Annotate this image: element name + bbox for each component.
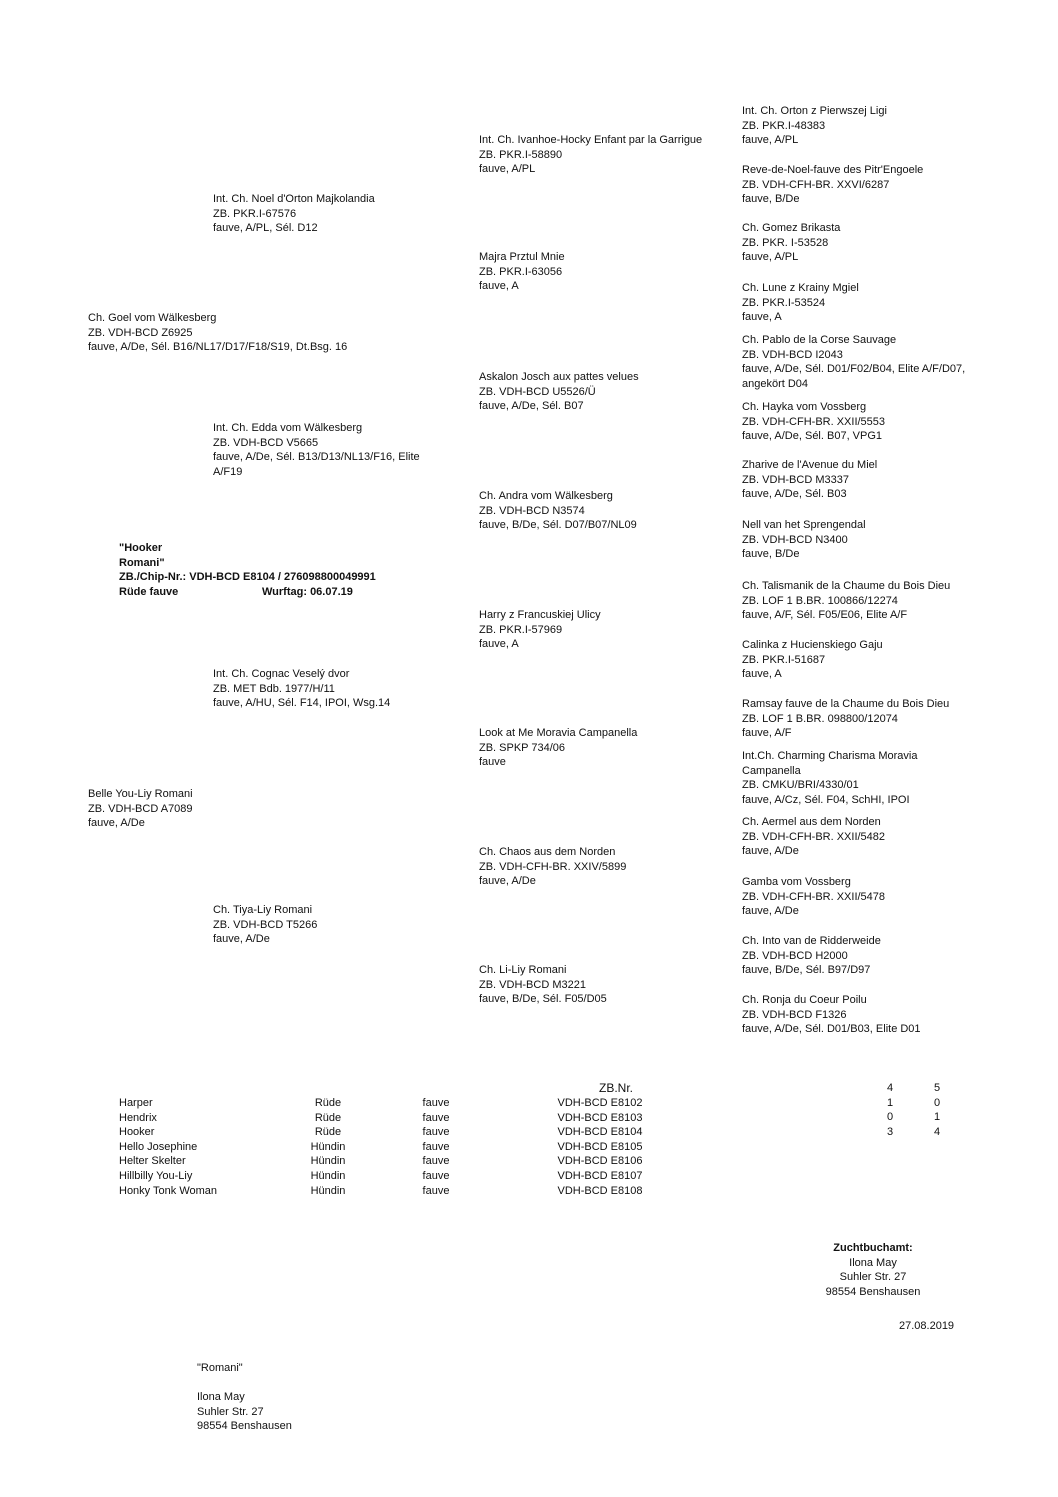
zuchtbuchamt-street: Suhler Str. 27 — [839, 1271, 907, 1284]
puppy-name: Helter Skelter — [119, 1155, 186, 1168]
ancestor-info: fauve, A/De — [742, 905, 799, 918]
ancestor-name: Nell van het Sprengendal — [742, 519, 866, 531]
ancestor-name: Ch. Li-Liy Romani — [479, 964, 567, 976]
count-cell: 5 — [933, 1082, 941, 1094]
ancestor-info: fauve, B/De, Sél. D07/B07/NL09 — [479, 519, 637, 532]
great-grandparent-block — [479, 250, 565, 294]
great-grandparent-block — [479, 489, 637, 533]
grandparent-info: fauve, A/HU, Sél. F14, IPOI, Wsg.14 — [213, 697, 391, 710]
dam-reg: ZB. VDH-BCD A7089 — [88, 802, 193, 815]
grandparent-info: fauve, A/De — [213, 933, 270, 946]
ancestor-name: Int.Ch. Charming Charisma Moravia Campanella — [742, 750, 918, 777]
grandparent-block — [213, 192, 375, 236]
ancestor-reg: ZB. VDH-BCD M3337 — [742, 473, 849, 486]
gg-grandparent-block — [742, 333, 1007, 391]
ancestor-name: Ch. Andra vom Wälkesberg — [479, 490, 613, 502]
breeder-kennel: "Romani" — [197, 1362, 243, 1374]
gg-grandparent-block — [742, 281, 859, 325]
great-grandparent-block — [479, 726, 637, 770]
count-cell: 4 — [886, 1082, 894, 1094]
puppy-sex: Hündin — [310, 1184, 346, 1197]
gg-grandparent-block — [742, 638, 883, 682]
gg-grandparent-block — [742, 934, 881, 978]
count-cell: 3 — [886, 1125, 894, 1138]
ancestor-reg: ZB. PKR.I-53524 — [742, 296, 826, 309]
ancestor-reg: ZB. PKR.I-51687 — [742, 653, 826, 666]
counts-column-b — [927, 1081, 947, 1139]
litter-names-column — [119, 1096, 217, 1198]
ancestor-reg: ZB. PKR.I-57969 — [479, 623, 563, 636]
date-text: 27.08.2019 — [899, 1320, 955, 1332]
gg-grandparent-block — [742, 875, 885, 919]
puppy-zb: VDH-BCD E8108 — [557, 1184, 643, 1197]
gg-grandparent-block — [742, 749, 942, 807]
ancestor-reg: ZB. VDH-BCD N3574 — [479, 504, 585, 517]
ancestor-info: fauve, A/De, Sél. D01/F02/B04, Elite A/F/D07, angekört D04 — [742, 363, 966, 390]
ancestor-reg: ZB. SPKP 734/06 — [479, 741, 566, 754]
subject-wurftag: Wurftag: 06.07.19 — [262, 585, 353, 598]
breeder-spacer — [197, 1376, 292, 1391]
puppy-name: Hello Josephine — [119, 1140, 198, 1153]
ancestor-reg: ZB. VDH-BCD F1326 — [742, 1008, 847, 1021]
puppy-name: Harper — [119, 1097, 153, 1109]
grandparent-name: Int. Ch. Cognac Veselý dvor — [213, 668, 350, 680]
issue-date — [899, 1319, 954, 1334]
grandparent-reg: ZB. VDH-BCD V5665 — [213, 436, 319, 449]
grandparent-block — [213, 421, 438, 479]
dam-info: fauve, A/De — [88, 817, 145, 830]
count-cell: 4 — [933, 1125, 941, 1138]
gg-grandparent-block — [742, 400, 885, 444]
zuchtbuchamt-name: Ilona May — [849, 1256, 897, 1269]
grandparent-block — [213, 667, 390, 711]
ancestor-info: fauve — [479, 756, 506, 769]
gg-grandparent-block — [742, 518, 866, 562]
ancestor-reg: ZB. VDH-CFH-BR. XXII/5553 — [742, 415, 886, 428]
ancestor-info: fauve, A/De, Sél. B07 — [479, 400, 584, 413]
ancestor-reg: ZB. VDH-BCD N3400 — [742, 533, 848, 546]
sire-reg: ZB. VDH-BCD Z6925 — [88, 326, 193, 339]
ancestor-reg: ZB. LOF 1 B.BR. 100866/12274 — [742, 594, 898, 607]
litter-zb-header — [556, 1081, 676, 1096]
ancestor-info: fauve, A/F, Sél. F05/E06, Elite A/F — [742, 609, 908, 622]
grandparent-reg: ZB. PKR.I-67576 — [213, 207, 297, 220]
ancestor-info: fauve, A/De, Sél. D01/B03, Elite D01 — [742, 1023, 921, 1036]
gg-grandparent-block — [742, 104, 887, 148]
puppy-color: fauve — [422, 1155, 450, 1168]
sire-name: Ch. Goel vom Wälkesberg — [88, 312, 217, 324]
ancestor-name: Askalon Josch aux pattes velues — [479, 371, 639, 383]
litter-color-column — [406, 1096, 466, 1198]
ancestor-info: fauve, B/De, Sél. F05/D05 — [479, 993, 607, 1006]
ancestor-name: Ch. Lune z Krainy Mgiel — [742, 282, 859, 294]
puppy-name: Hillbilly You-Liy — [119, 1169, 193, 1182]
ancestor-info: fauve, A — [742, 668, 782, 681]
ancestor-reg: ZB. VDH-CFH-BR. XXII/5478 — [742, 890, 886, 903]
ancestor-name: Int. Ch. Orton z Pierwszej Ligi — [742, 105, 887, 117]
subject-block — [119, 541, 419, 599]
ancestor-name: Calinka z Hucienskiego Gaju — [742, 639, 883, 651]
breeder-name: Ilona May — [197, 1391, 245, 1404]
grandparent-name: Int. Ch. Edda vom Wälkesberg — [213, 422, 363, 434]
puppy-color: fauve — [422, 1169, 450, 1182]
ancestor-reg: ZB. VDH-BCD U5526/Ü — [479, 385, 596, 398]
dam-block — [88, 787, 193, 831]
puppy-sex: Hündin — [310, 1140, 346, 1153]
ancestor-reg: ZB. VDH-CFH-BR. XXIV/5899 — [479, 860, 627, 873]
great-grandparent-block — [479, 963, 607, 1007]
ancestor-name: Ch. Talismanik de la Chaume du Bois Dieu — [742, 580, 951, 592]
puppy-zb: VDH-BCD E8103 — [557, 1111, 643, 1124]
ancestor-info: fauve, B/De — [742, 548, 800, 561]
ancestor-reg: ZB. VDH-CFH-BR. XXVI/6287 — [742, 178, 890, 191]
grandparent-info: fauve, A/PL, Sél. D12 — [213, 222, 318, 235]
grandparent-block — [213, 903, 317, 947]
ancestor-info: fauve, A/De, Sél. B03 — [742, 488, 847, 501]
puppy-color: fauve — [422, 1111, 450, 1124]
ancestor-reg: ZB. PKR.I-48383 — [742, 119, 826, 132]
subject-sex-color: Rüde fauve — [119, 585, 179, 598]
ancestor-reg: ZB. VDH-BCD M3221 — [479, 978, 586, 991]
count-cell: 0 — [886, 1111, 894, 1124]
count-cell: 0 — [933, 1096, 941, 1109]
puppy-sex: Hündin — [310, 1169, 346, 1182]
ancestor-name: Ch. Pablo de la Corse Sauvage — [742, 334, 897, 346]
ancestor-info: fauve, A/PL — [479, 163, 536, 176]
ancestor-info: fauve, A/De, Sél. B07, VPG1 — [742, 430, 883, 443]
puppy-zb: VDH-BCD E8105 — [557, 1140, 643, 1153]
zuchtbuchamt-title: Zuchtbuchamt: — [833, 1242, 913, 1254]
great-grandparent-block — [479, 133, 702, 177]
ancestor-name: Int. Ch. Ivanhoe-Hocky Enfant par la Garrigue — [479, 134, 703, 146]
great-grandparent-block — [479, 845, 626, 889]
ancestor-name: Ch. Gomez Brikasta — [742, 222, 841, 234]
ancestor-reg: ZB. VDH-BCD I2043 — [742, 348, 843, 361]
dam-name: Belle You-Liy Romani — [88, 788, 193, 800]
ancestor-reg: ZB. VDH-CFH-BR. XXII/5482 — [742, 830, 886, 843]
puppy-color: fauve — [422, 1140, 450, 1153]
breeder-city: 98554 Benshausen — [197, 1420, 292, 1433]
count-cell: 1 — [933, 1111, 941, 1124]
puppy-zb: VDH-BCD E8107 — [557, 1169, 643, 1182]
puppy-color: fauve — [422, 1184, 450, 1197]
puppy-name: Hooker — [119, 1126, 155, 1139]
puppy-sex: Rüde — [314, 1126, 342, 1139]
puppy-color: fauve — [422, 1097, 450, 1109]
puppy-sex: Rüde — [314, 1097, 342, 1109]
puppy-sex: Rüde — [314, 1111, 342, 1124]
puppy-sex: Hündin — [310, 1155, 346, 1168]
zb-header: ZB.Nr. — [598, 1081, 633, 1095]
litter-zb-column — [540, 1096, 660, 1198]
ancestor-name: Ramsay fauve de la Chaume du Bois Dieu — [742, 698, 950, 710]
ancestor-reg: ZB. CMKU/BRI/4330/01 — [742, 779, 859, 792]
ancestor-name: Majra Prztul Mnie — [479, 251, 565, 263]
ancestor-info: fauve, A/Cz, Sél. F04, SchHI, IPOI — [742, 793, 910, 806]
grandparent-name: Ch. Tiya-Liy Romani — [213, 904, 313, 916]
ancestor-reg: ZB. PKR.I-63056 — [479, 265, 563, 278]
zuchtbuchamt-block — [793, 1241, 953, 1299]
ancestor-reg: ZB. PKR. I-53528 — [742, 236, 829, 249]
gg-grandparent-block — [742, 579, 950, 623]
ancestor-info: fauve, A/De — [479, 875, 536, 888]
ancestor-name: Reve-de-Noel-fauve des Pitr'Engoele — [742, 164, 924, 176]
count-cell: 1 — [886, 1096, 894, 1109]
ancestor-name: Ch. Ronja du Coeur Poilu — [742, 994, 867, 1006]
litter-sex-column — [288, 1096, 368, 1198]
subject-sex-row — [119, 585, 419, 600]
ancestor-info: fauve, A — [479, 280, 519, 293]
gg-grandparent-block — [742, 163, 923, 207]
subject-name-line2: Romani" — [119, 556, 165, 569]
breeder-block — [197, 1361, 292, 1434]
grandparent-name: Int. Ch. Noel d'Orton Majkolandia — [213, 193, 375, 205]
grandparent-reg: ZB. MET Bdb. 1977/H/11 — [213, 682, 335, 695]
subject-name-line1: "Hooker — [119, 542, 163, 554]
ancestor-name: Ch. Hayka vom Vossberg — [742, 401, 867, 413]
puppy-zb: VDH-BCD E8102 — [557, 1097, 643, 1109]
ancestor-info: fauve, A — [479, 638, 519, 651]
ancestor-info: fauve, A/PL — [742, 251, 799, 264]
ancestor-name: Look at Me Moravia Campanella — [479, 727, 638, 739]
gg-grandparent-block — [742, 458, 877, 502]
gg-grandparent-block — [742, 697, 949, 741]
gg-grandparent-block — [742, 815, 885, 859]
sire-info: fauve, A/De, Sél. B16/NL17/D17/F18/S19, Dt.Bsg. 16 — [88, 341, 348, 354]
ancestor-info: fauve, A/F — [742, 727, 792, 740]
ancestor-name: Harry z Francuskiej Ulicy — [479, 609, 601, 621]
ancestor-name: Zharive de l'Avenue du Miel — [742, 459, 878, 471]
gg-grandparent-block — [742, 221, 840, 265]
ancestor-name: Ch. Into van de Ridderweide — [742, 935, 881, 947]
ancestor-info: fauve, A — [742, 311, 782, 324]
sire-block — [88, 311, 347, 355]
ancestor-info: fauve, B/De — [742, 193, 800, 206]
counts-column-a — [880, 1081, 900, 1139]
grandparent-info: fauve, A/De, Sél. B13/D13/NL13/F16, Elite A/F19 — [213, 451, 420, 478]
ancestor-info: fauve, A/De — [742, 845, 799, 858]
ancestor-reg: ZB. VDH-BCD H2000 — [742, 949, 848, 962]
great-grandparent-block — [479, 370, 639, 414]
great-grandparent-block — [479, 608, 601, 652]
gg-grandparent-block — [742, 993, 921, 1037]
subject-chip: ZB./Chip-Nr.: VDH-BCD E8104 / 276098800049991 — [119, 571, 376, 584]
zuchtbuchamt-city: 98554 Benshausen — [825, 1285, 921, 1298]
ancestor-reg: ZB. LOF 1 B.BR. 098800/12074 — [742, 712, 898, 725]
ancestor-info: fauve, B/De, Sél. B97/D97 — [742, 964, 871, 977]
ancestor-reg: ZB. PKR.I-58890 — [479, 148, 563, 161]
puppy-zb: VDH-BCD E8104 — [557, 1126, 643, 1139]
ancestor-name: Ch. Aermel aus dem Norden — [742, 816, 881, 828]
grandparent-reg: ZB. VDH-BCD T5266 — [213, 918, 318, 931]
ancestor-name: Ch. Chaos aus dem Norden — [479, 846, 616, 858]
breeder-street: Suhler Str. 27 — [197, 1405, 264, 1418]
puppy-name: Hendrix — [119, 1111, 157, 1124]
puppy-zb: VDH-BCD E8106 — [557, 1155, 643, 1168]
ancestor-info: fauve, A/PL — [742, 134, 799, 147]
puppy-color: fauve — [422, 1126, 450, 1139]
ancestor-name: Gamba vom Vossberg — [742, 876, 851, 888]
puppy-name: Honky Tonk Woman — [119, 1184, 218, 1197]
